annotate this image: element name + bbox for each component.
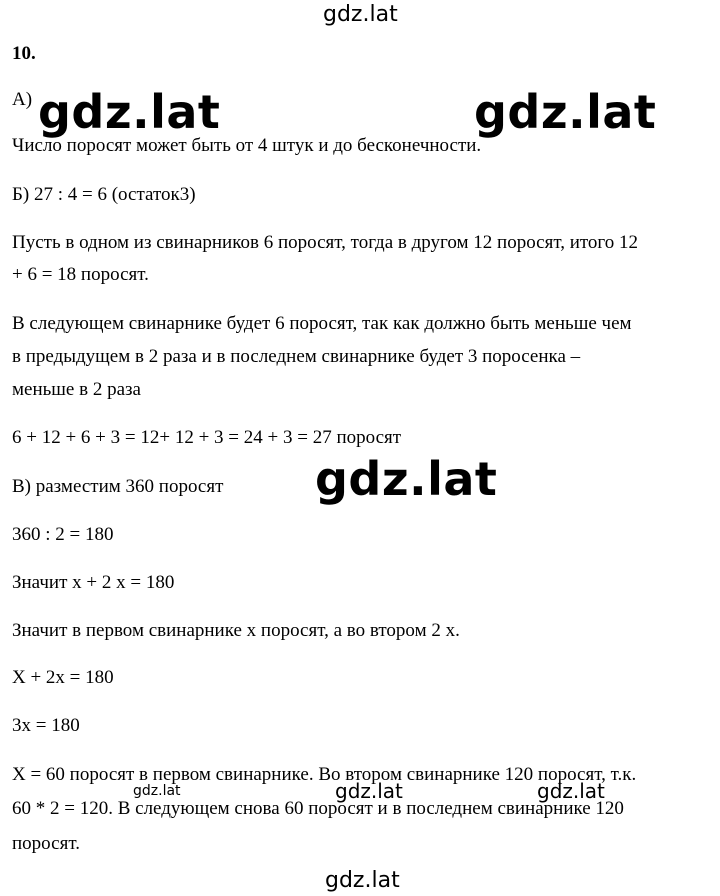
text-line-b: Б) 27 : 4 = 6 (остаток3) [12,184,196,205]
watermark-bottom: gdz.lat [325,868,400,893]
text-line: Значит х + 2 х = 180 [12,572,175,593]
watermark-large-left: gdz.lat [38,85,221,139]
text-line: 3х = 180 [12,715,80,736]
text-line: 60 * 2 = 120. В следующем снова 60 поросят и в последнем свинарнике 120 [12,798,624,819]
watermark-top: gdz.lat [323,2,398,27]
text-line: Х + 2х = 180 [12,667,114,688]
watermark-mid-right: gdz.lat [537,779,605,803]
watermark-small-left: gdz.lat [133,783,181,799]
text-line: Х = 60 поросят в первом свинарнике. Во втором свинарнике 120 поросят, т.к. [12,764,637,785]
watermark-large-right: gdz.lat [474,85,657,139]
text-line-v: В) разместим 360 поросят [12,476,224,497]
text-line: Пусть в одном из свинарников 6 поросят, тогда в другом 12 поросят, итого 12 [12,232,638,253]
text-line: Число поросят может быть от 4 штук и до бесконечности. [12,135,482,156]
text-line: поросят. [12,833,80,854]
text-line-a: А) [12,89,33,110]
watermark-mid-center: gdz.lat [335,779,403,803]
text-line: В следующем свинарнике будет 6 поросят, так как должно быть меньше чем [12,313,632,334]
text-line: меньше в 2 раза [12,379,141,400]
text-line: 6 + 12 + 6 + 3 = 12+ 12 + 3 = 24 + 3 = 27 поросят [12,427,402,448]
text-line: + 6 = 18 поросят. [12,264,149,285]
watermark-large-center: gdz.lat [315,452,498,506]
problem-number: 10. [12,43,36,64]
text-line: Значит в первом свинарнике х поросят, а во втором 2 х. [12,620,460,641]
text-line: в предыдущем в 2 раза и в последнем свинарнике будет 3 поросенка – [12,346,581,367]
text-line: 360 : 2 = 180 [12,524,114,545]
